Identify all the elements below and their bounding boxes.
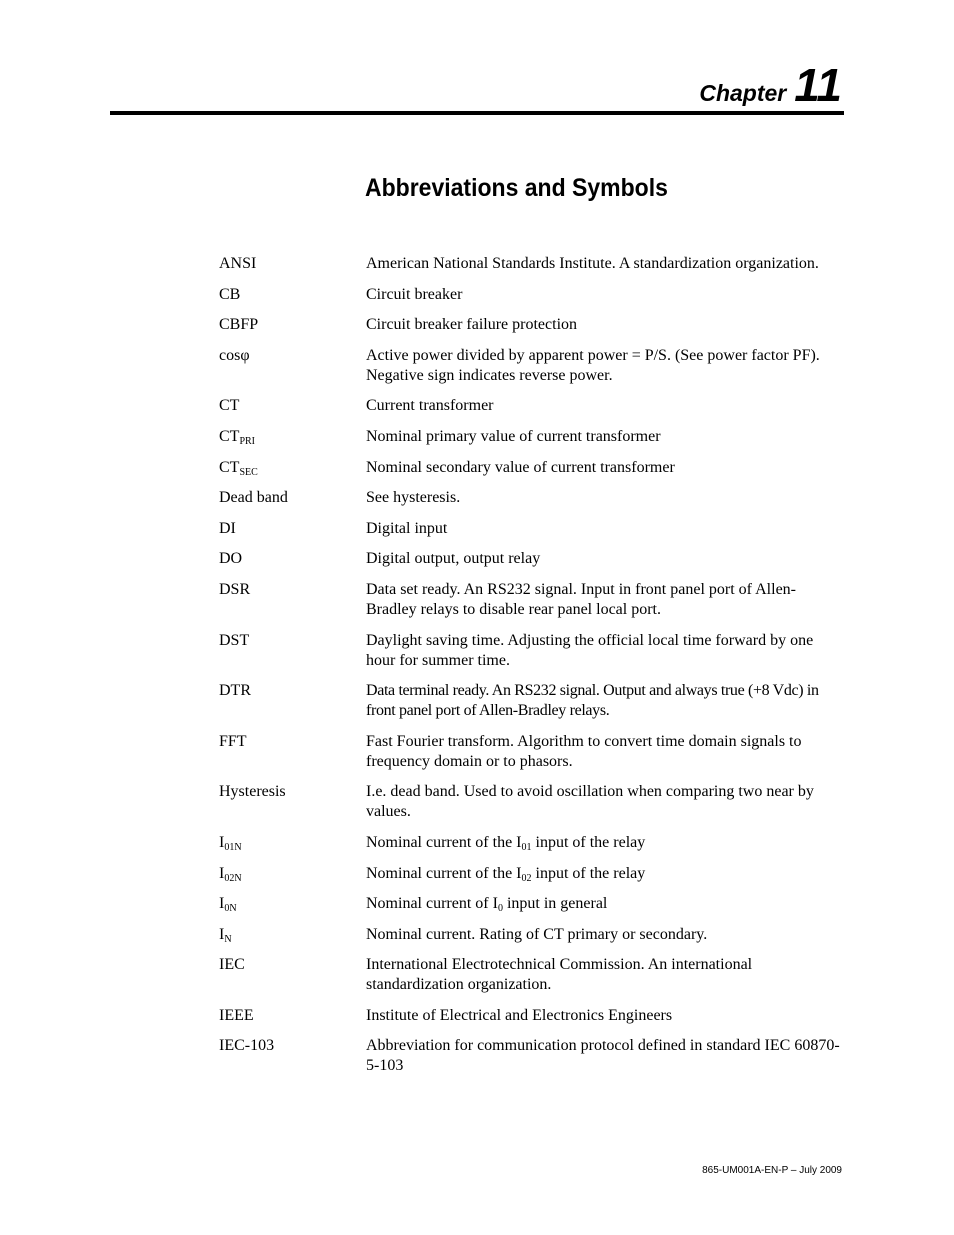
entry-definition: Circuit breaker failure protection (366, 316, 578, 334)
entry-definition: Digital input (366, 519, 448, 537)
entry-term (219, 864, 366, 884)
entry-term (219, 833, 366, 853)
entry-definition: Data terminal ready. An RS232 signal. Output and always true (+8 Vdc) in front panel port of Allen-Bradley relays. (366, 682, 819, 720)
entry-term: IEC (219, 956, 245, 974)
entry-ct-sec (219, 458, 844, 478)
entry-term: CB (219, 285, 241, 303)
entry-definition: Nominal secondary value of current transformer (366, 458, 675, 476)
entry-i0n (219, 894, 844, 914)
entry-definition: Digital output, output relay (366, 550, 541, 568)
entry-term (219, 427, 366, 447)
entry-dead-band (219, 488, 844, 508)
entry-ct (219, 396, 844, 416)
entry-term: ANSI (219, 255, 257, 272)
entry-term: DI (219, 519, 236, 537)
entry-i02n (219, 864, 844, 884)
definition-text: Nominal current of I (366, 895, 498, 913)
entry-term (219, 894, 366, 914)
term-base: I (219, 895, 225, 913)
entry-dst (219, 631, 844, 671)
definition-text: input of the relay (531, 864, 646, 882)
entry-term: CBFP (219, 316, 259, 334)
entry-iec (219, 955, 844, 995)
entry-cb (219, 285, 844, 305)
term-subscript: N (224, 933, 232, 945)
entry-term: cosφ (219, 346, 250, 364)
entry-hysteresis (219, 782, 844, 822)
entry-term: DO (219, 550, 243, 568)
definition-text: input in general (502, 895, 608, 913)
entry-definition: Fast Fourier transform. Algorithm to convert time domain signals to frequency domain or to phasors. (366, 732, 802, 770)
term-subscript: SEC (239, 466, 258, 478)
entry-definition (366, 864, 844, 884)
entry-term: Hysteresis (219, 783, 286, 801)
chapter-number: 11 (794, 59, 842, 111)
term-subscript: 0N (224, 903, 237, 915)
definition-text: Nominal current of the I (366, 833, 522, 851)
page-title: Abbreviations and Symbols (365, 174, 668, 202)
entry-term: Dead band (219, 489, 288, 507)
entry-definition: Daylight saving time. Adjusting the official local time forward by one hour for summer time. (366, 631, 814, 669)
entry-definition: Nominal primary value of current transformer (366, 427, 661, 445)
term-base: I (219, 864, 225, 882)
term-subscript: 02N (224, 872, 242, 884)
entry-term: DST (219, 631, 250, 649)
entry-term: DTR (219, 682, 251, 700)
entry-i01n (219, 833, 844, 853)
term-base: I (219, 925, 225, 943)
term-subscript: 01N (224, 841, 242, 853)
term-base: CT (219, 427, 240, 445)
definition-subscript: 02 (521, 872, 532, 884)
entry-ct-pri (219, 427, 844, 447)
entry-definition: Institute of Electrical and Electronics Engineers (366, 1006, 673, 1024)
entry-definition: International Electrotechnical Commission. An international standardization organization. (366, 956, 753, 994)
entry-term: DSR (219, 580, 251, 598)
entry-term: FFT (219, 732, 247, 750)
entry-definition: Current transformer (366, 397, 494, 415)
entry-definition: Active power divided by apparent power = P/S. (See power factor PF). Negative sign indicates reverse power. (366, 346, 820, 384)
term-base: I (219, 833, 225, 851)
entry-cosphi (219, 346, 844, 386)
entry-dtr (219, 681, 844, 721)
entry-term: IEC-103 (219, 1037, 275, 1055)
entry-iec-103 (219, 1036, 844, 1076)
entry-definition: American National Standards Institute. A standardization organization. (366, 255, 819, 272)
definition-subscript: 01 (521, 841, 532, 853)
entry-term (219, 925, 366, 945)
term-base: CT (219, 458, 240, 476)
entry-term: IEEE (219, 1006, 254, 1024)
entry-in (219, 925, 844, 945)
entry-definition: Circuit breaker (366, 285, 463, 303)
entry-cbfp (219, 315, 844, 335)
entry-do (219, 549, 844, 569)
term-subscript: PRI (239, 435, 256, 447)
definition-text: Nominal current of the I (366, 864, 522, 882)
chapter-rule (110, 111, 844, 115)
entry-definition: I.e. dead band. Used to avoid oscillation when comparing two near by values. (366, 783, 814, 821)
entry-definition: See hysteresis. (366, 489, 461, 507)
entry-definition (366, 894, 844, 914)
entry-term: CT (219, 397, 240, 415)
entry-term (219, 458, 366, 478)
entry-definition (366, 833, 844, 853)
chapter-label: Chapter (699, 80, 787, 106)
entry-fft (219, 732, 844, 772)
abbreviation-list (219, 254, 844, 1087)
entry-ansi (219, 254, 844, 274)
entry-definition: Abbreviation for communication protocol defined in standard IEC 60870-5-103 (366, 1037, 840, 1075)
entry-di (219, 519, 844, 539)
page-footer: 865-UM001A-EN-P – July 2009 (702, 1165, 842, 1176)
entry-definition: Nominal current. Rating of CT primary or secondary. (366, 925, 708, 943)
entry-definition: Data set ready. An RS232 signal. Input in front panel port of Allen-Bradley relays to disable rear panel local port. (366, 580, 796, 618)
definition-subscript: 0 (497, 903, 503, 915)
definition-text: input of the relay (531, 833, 646, 851)
chapter-heading (699, 58, 842, 112)
entry-ieee (219, 1006, 844, 1026)
entry-dsr (219, 580, 844, 620)
